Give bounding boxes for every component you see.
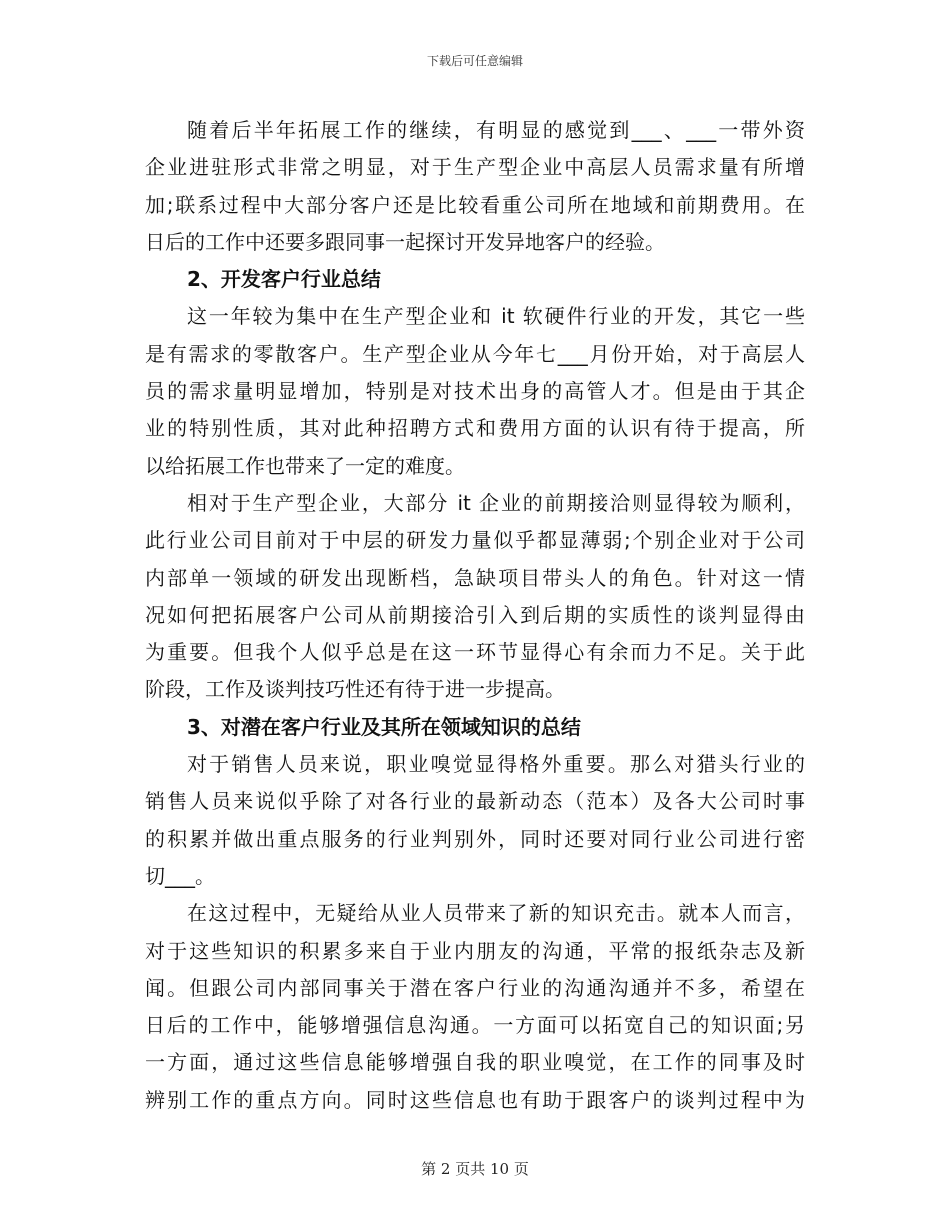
paragraph-line: 日后的工作中，能够增强信息沟通。一方面可以拓宽自己的知识面;另 [145, 1013, 805, 1038]
paragraph-line: 销售人员来说似乎除了对各行业的最新动态（范本）及各大公司时事 [145, 789, 805, 814]
document-body [145, 112, 805, 1119]
section-heading: 3、对潜在客户行业及其所在领域知识的总结 [187, 714, 581, 739]
paragraph-line: 阶段，工作及谈判技巧性还有待于进一步提高。 [145, 677, 565, 702]
paragraph-line: 随着后半年拓展工作的继续，有明显的感觉到___、___一带外资 [187, 118, 805, 142]
paragraph-line: 以给拓展工作也带来了一定的难度。 [145, 453, 465, 478]
paragraph-line: 企业进驻形式非常之明显，对于生产型企业中高层人员需求量有所增 [145, 155, 805, 180]
paragraph-line: 况如何把拓展客户公司从前期接洽引入到后期的实质性的谈判显得由 [145, 602, 805, 627]
paragraph-line: 这一年较为集中在生产型企业和 it 软硬件行业的开发，其它一些 [187, 304, 805, 329]
page-footer: 第 2 页共 10 页 [421, 1160, 529, 1178]
paragraph-line: 相对于生产型企业，大部分 it 企业的前期接洽则显得较为顺利， [187, 490, 805, 515]
page-header: 下载后可任意编辑 [426, 54, 523, 68]
paragraph-line: 切___。 [145, 863, 215, 888]
paragraph-line: 是有需求的零散客户。生产型企业从今年七___月份开始，对于高层人 [145, 341, 805, 366]
paragraph-line: 为重要。但我个人似乎总是在这一环节显得心有余而力不足。关于此 [145, 640, 805, 665]
section-heading: 2、开发客户行业总结 [187, 267, 381, 292]
paragraph-line: 的积累并做出重点服务的行业判别外，同时还要对同行业公司进行密 [145, 826, 805, 851]
paragraph-line: 一方面，通过这些信息能够增强自我的职业嗅觉，在工作的同事及时 [145, 1050, 805, 1075]
paragraph-line: 对于这些知识的积累多来自于业内朋友的沟通，平常的报纸杂志及新 [145, 938, 805, 963]
paragraph-line: 内部单一领域的研发出现断档，急缺项目带头人的角色。针对这一情 [145, 565, 805, 590]
paragraph-line: 此行业公司目前对于中层的研发力量似乎都显薄弱;个别企业对于公司 [145, 528, 805, 553]
paragraph-line: 员的需求量明显增加，特别是对技术出身的高管人才。但是由于其企 [145, 379, 805, 404]
paragraph-line: 辨别工作的重点方向。同时这些信息也有助于跟客户的谈判过程中为 [145, 1087, 805, 1112]
paragraph-line: 对于销售人员来说，职业嗅觉显得格外重要。那么对猎头行业的 [187, 752, 805, 777]
paragraph-line: 日后的工作中还要多跟同事一起探讨开发异地客户的经验。 [145, 229, 665, 254]
paragraph-line: 加;联系过程中大部分客户还是比较看重公司所在地域和前期费用。在 [145, 192, 805, 217]
paragraph-line: 业的特别性质，其对此种招聘方式和费用方面的认识有待于提高，所 [145, 416, 805, 441]
paragraph-line: 在这过程中，无疑给从业人员带来了新的知识充击。就本人而言， [187, 901, 805, 926]
paragraph-line: 闻。但跟公司内部同事关于潜在客户行业的沟通沟通并不多，希望在 [145, 975, 805, 1000]
